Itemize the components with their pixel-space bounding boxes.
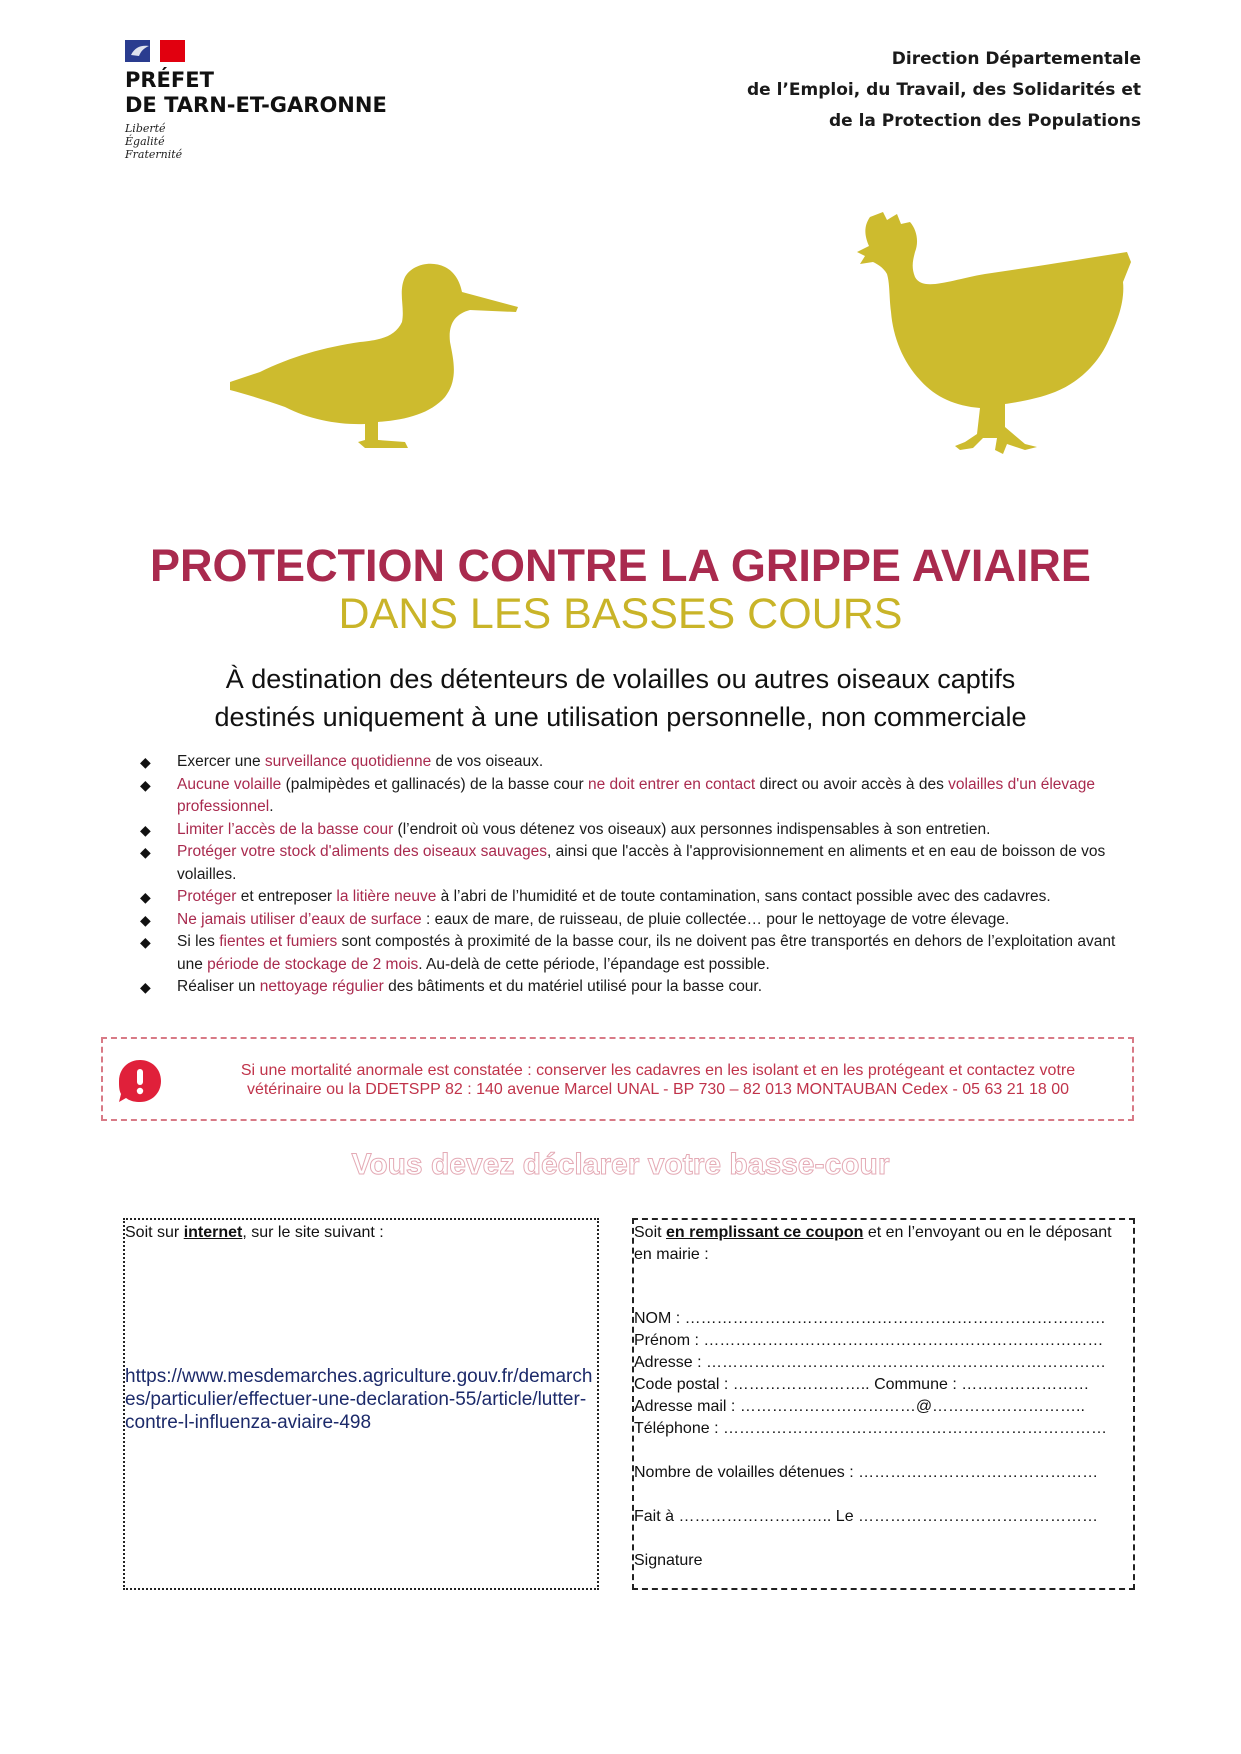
measure-text: (l’endroit où vous détenez vos oiseaux) aux personnes indispensables à son entretien. bbox=[393, 820, 991, 838]
measure-text: des bâtiments et du matériel utilisé pour la basse cour. bbox=[383, 978, 763, 995]
republic-motto bbox=[125, 122, 415, 161]
online-intro bbox=[125, 1222, 384, 1244]
main-subtitle: DANS LES BASSES COURS bbox=[338, 590, 903, 638]
measure-text: Si les bbox=[177, 933, 220, 950]
marianne-flag-icon bbox=[125, 40, 185, 62]
direction-line-3: de la Protection des Populations bbox=[828, 111, 1141, 131]
direction-line-1: Direction Départementale bbox=[891, 49, 1141, 69]
duck-silhouette-icon bbox=[230, 262, 520, 467]
measure-highlight: Protéger votre stock d'aliments des oiseaux sauvages bbox=[177, 843, 547, 860]
measure-highlight: Protéger bbox=[177, 888, 237, 905]
measure-highlight: Limiter l’accès de la basse cour bbox=[177, 820, 394, 838]
measure-highlight: fientes et fumiers bbox=[219, 933, 338, 950]
measure-text: Exercer une bbox=[177, 753, 265, 770]
hen-silhouette-icon bbox=[855, 212, 1135, 482]
direction-header bbox=[747, 44, 1141, 137]
field-fait-a[interactable]: Fait à ……………………….. Le ……………………………………… bbox=[634, 1508, 1099, 1525]
online-intro-after: , sur le site suivant : bbox=[242, 1224, 384, 1241]
measure-text: . bbox=[269, 798, 274, 815]
alert-line-1: Si une mortalité anormale est constatée : conserver les cadavres en les isolant et en les protégeant et contactez votre bbox=[240, 1062, 1076, 1079]
measure-item bbox=[140, 909, 1140, 932]
exclamation-bubble-icon bbox=[117, 1058, 163, 1104]
main-title: PROTECTION CONTRE LA GRIPPE AVIAIRE bbox=[150, 540, 1091, 591]
measure-text: sont compostés à proximité de la basse cour, ils ne doivent pas être transportés en dehors de l’exploitation avant une bbox=[177, 933, 1116, 973]
field-signature[interactable]: Signature bbox=[634, 1552, 703, 1569]
online-intro-bold: internet bbox=[183, 1224, 243, 1241]
field-prenom[interactable]: Prénom : ………………………………………………………………… bbox=[634, 1332, 1104, 1349]
audience-line-2: destinés uniquement à une utilisation personnelle, non commerciale bbox=[214, 702, 1027, 732]
measure-text: : eaux de mare, de ruisseau, de pluie collectée… pour le nettoyage de votre élevage. bbox=[421, 910, 1010, 928]
diamond-bullet-icon: ◆ bbox=[140, 889, 151, 905]
prefecture-name bbox=[125, 68, 415, 118]
diamond-bullet-icon: ◆ bbox=[140, 754, 151, 770]
measure-item bbox=[140, 931, 1140, 976]
mortality-alert bbox=[101, 1037, 1134, 1121]
prefecture-line-1: PRÉFET bbox=[125, 68, 214, 92]
measure-highlight: Aucune volaille bbox=[177, 775, 282, 793]
diamond-bullet-icon: ◆ bbox=[140, 844, 151, 860]
measure-highlight: ne doit entrer en contact bbox=[588, 775, 756, 793]
coupon-declaration-box bbox=[632, 1218, 1135, 1590]
measure-item bbox=[140, 886, 1140, 909]
measure-text: et entreposer bbox=[236, 888, 337, 905]
declaration-link[interactable]: https://www.mesdemarches.agriculture.gouv.fr/demarches/particulier/effectuer-une-declaration-55/article/lutter-contre-l-influenza-aviaire-498 bbox=[125, 1366, 593, 1433]
motto-liberte: Liberté bbox=[125, 122, 166, 135]
diamond-bullet-icon: ◆ bbox=[140, 911, 151, 928]
measure-item bbox=[140, 976, 1140, 999]
prefecture-logo bbox=[125, 40, 415, 161]
measure-highlight: Ne jamais utiliser d’eaux de surface bbox=[177, 910, 422, 928]
alert-text bbox=[208, 1061, 1108, 1099]
audience-line-1: À destination des détenteurs de volailles ou autres oiseaux captifs bbox=[225, 664, 1016, 694]
measures-list bbox=[140, 751, 1140, 999]
measure-highlight: la litière neuve bbox=[336, 888, 437, 905]
measure-text: , ainsi que l'accès à l'approvisionnement en aliments et en eau de boisson de vos volailles. bbox=[177, 843, 1106, 883]
diamond-bullet-icon: ◆ bbox=[140, 821, 151, 838]
field-nom[interactable]: NOM : ……………………………………………………………………. bbox=[634, 1310, 1106, 1327]
measure-text: direct ou avoir accès à des bbox=[755, 775, 949, 793]
measure-item bbox=[140, 751, 1140, 774]
measure-text: Réaliser un bbox=[177, 978, 260, 995]
measure-item bbox=[140, 819, 1140, 842]
measure-item bbox=[140, 841, 1140, 886]
direction-line-2: de l’Emploi, du Travail, des Solidarités et bbox=[747, 80, 1141, 100]
field-adresse[interactable]: Adresse : ………………………………………………………………… bbox=[634, 1354, 1107, 1371]
measure-highlight: volailles d'un élevage professionnel bbox=[177, 775, 1096, 815]
declare-title: Vous devez déclarer votre basse-cour bbox=[351, 1148, 890, 1181]
audience-statement bbox=[0, 660, 1241, 736]
measure-text: de vos oiseaux. bbox=[431, 753, 544, 770]
alert-line-2: vétérinaire ou la DDETSPP 82 : 140 avenue Marcel UNAL - BP 730 – 82 013 MONTAUBAN Cedex - 05 63 21 18 00 bbox=[246, 1081, 1070, 1098]
field-telephone[interactable]: Téléphone : ……………………………………………………………… bbox=[634, 1420, 1107, 1437]
measure-text: . Au-delà de cette période, l’épandage est possible. bbox=[418, 955, 770, 973]
coupon-intro-after: et en l’envoyant ou en le déposant en mairie : bbox=[634, 1224, 1112, 1263]
measure-highlight: période de stockage de 2 mois bbox=[207, 955, 419, 973]
coupon-intro bbox=[634, 1222, 1131, 1266]
online-declaration-box bbox=[123, 1218, 599, 1590]
measure-highlight: nettoyage régulier bbox=[259, 978, 384, 995]
coupon-intro-before: Soit bbox=[634, 1224, 667, 1241]
field-nombre-volailles[interactable]: Nombre de volailles détenues : ……………………………………… bbox=[634, 1464, 1099, 1481]
measure-text: (palmipèdes et gallinacés) de la basse cour bbox=[281, 775, 588, 793]
diamond-bullet-icon: ◆ bbox=[140, 934, 151, 950]
measure-item bbox=[140, 774, 1140, 819]
field-code-postal[interactable]: Code postal : …………………….. Commune : …………………… bbox=[634, 1376, 1090, 1393]
motto-fraternite: Fraternité bbox=[125, 148, 183, 161]
measure-text: à l’abri de l’humidité et de toute contamination, sans contact possible avec des cadavres. bbox=[436, 888, 1051, 905]
motto-egalite: Égalité bbox=[125, 135, 165, 148]
coupon-intro-bold: en remplissant ce coupon bbox=[666, 1224, 864, 1241]
diamond-bullet-icon: ◆ bbox=[140, 776, 151, 793]
online-intro-before: Soit sur bbox=[125, 1224, 184, 1241]
diamond-bullet-icon: ◆ bbox=[140, 979, 151, 995]
field-adresse-mail[interactable]: Adresse mail : ……………………………@……………………….. bbox=[634, 1398, 1085, 1415]
prefecture-line-2: DE TARN-ET-GARONNE bbox=[125, 93, 387, 117]
measure-highlight: surveillance quotidienne bbox=[264, 753, 432, 770]
